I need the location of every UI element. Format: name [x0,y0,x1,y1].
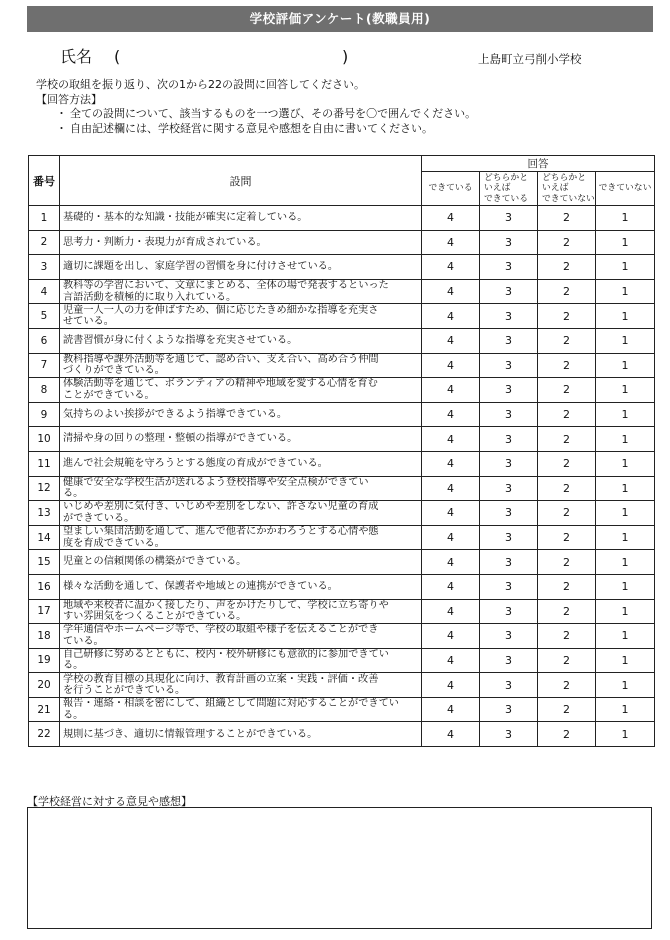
question-line: 基礎的・基本的な知識・技能が確実に定着している。 [63,212,308,224]
answer-choice-4[interactable]: 4 [422,722,480,747]
method-heading: 【回答方法】 [36,92,102,106]
table-row [29,230,655,255]
answer-choice-4[interactable]: 4 [422,353,480,378]
comment-box[interactable] [27,807,652,929]
answer-choice-3[interactable]: 3 [480,353,538,378]
question-number: 4 [29,279,60,304]
header-option-1 [422,172,480,206]
header-number: 番号 [29,156,60,206]
question-number: 2 [29,230,60,255]
question-text [60,697,422,722]
question-number: 17 [29,599,60,624]
question-number: 15 [29,550,60,575]
question-line: 規則に基づき、適切に情報管理することができている。 [63,728,318,740]
answer-choice-3[interactable]: 3 [480,476,538,501]
question-number: 9 [29,402,60,427]
name-row [60,44,660,70]
answer-choice-1[interactable]: 1 [596,599,655,624]
answer-choice-4[interactable]: 4 [422,427,480,452]
answer-choice-4[interactable]: 4 [422,230,480,255]
answer-choice-4[interactable]: 4 [422,402,480,427]
question-line: る。 [63,709,84,721]
page-title: 学校評価アンケート(教職員用) [27,6,653,32]
answer-choice-3[interactable]: 3 [480,574,538,599]
answer-choice-3[interactable]: 3 [480,673,538,698]
question-line: 望ましい集団活動を通して、進んで他者にかかわろうとする心情や態 [63,526,379,538]
question-number: 13 [29,501,60,526]
answer-choice-4[interactable]: 4 [422,525,480,550]
question-text [60,525,422,550]
answer-choice-1[interactable]: 1 [596,697,655,722]
answer-choice-2[interactable]: 2 [538,328,596,353]
table-row [29,402,655,427]
header-option-2 [480,172,538,206]
answer-choice-3[interactable]: 3 [480,451,538,476]
question-number: 20 [29,673,60,698]
question-line: 言語活動を積極的に取り入れている。 [63,291,237,303]
answer-choice-1[interactable]: 1 [596,230,655,255]
question-line: ている。 [63,635,104,647]
header-option-line: できている [484,193,528,204]
question-line: 健康で安全な学校生活が送れるよう登校指導や安全点検ができてい [63,476,369,488]
table-row [29,451,655,476]
instructions [36,78,656,136]
method-item-2: ・ 自由記述欄には、学校経営に関する意見や感想を自由に書いてください。 [56,121,433,135]
table-row [29,550,655,575]
question-text [60,328,422,353]
answer-choice-1[interactable]: 1 [596,722,655,747]
answer-choice-1[interactable]: 1 [596,304,655,329]
answer-choice-3[interactable]: 3 [480,279,538,304]
question-line: 進んで社会規範を守ろうとする態度の育成ができている。 [63,457,328,469]
table-row [29,624,655,649]
question-text [60,255,422,280]
question-text [60,476,422,501]
table-row [29,648,655,673]
question-line: 気持ちのよい挨拶ができるよう指導できている。 [63,408,288,420]
question-text [60,206,422,231]
header-option-4 [596,172,655,206]
table-row [29,255,655,280]
question-line: 体験活動等を通じて、ボランティアの精神や地域を愛する心情を育む [63,378,378,390]
answer-choice-2[interactable]: 2 [538,501,596,526]
question-line: 読書習慣が身に付くような指導を充実させている。 [63,335,298,347]
answer-choice-3[interactable]: 3 [480,206,538,231]
answer-choice-1[interactable]: 1 [596,353,655,378]
intro-text: 学校の取組を振り返り、次の1から22の設問に回答してください。 [36,78,365,91]
answer-choice-2[interactable]: 2 [538,673,596,698]
answer-choice-4[interactable]: 4 [422,501,480,526]
answer-choice-4[interactable]: 4 [422,599,480,624]
table-row [29,673,655,698]
answer-choice-2[interactable]: 2 [538,402,596,427]
question-number: 21 [29,697,60,722]
answer-choice-1[interactable]: 1 [596,279,655,304]
question-text [60,402,422,427]
table-row [29,328,655,353]
answer-choice-4[interactable]: 4 [422,648,480,673]
answer-choice-4[interactable]: 4 [422,378,480,403]
answer-choice-3[interactable]: 3 [480,624,538,649]
question-line: る。 [63,660,84,672]
question-text [60,722,422,747]
header-option-line: いえば [542,183,569,194]
question-line: 度を育成できている。 [63,537,165,549]
answer-choice-4[interactable]: 4 [422,255,480,280]
table-row [29,353,655,378]
answer-choice-1[interactable]: 1 [596,501,655,526]
answer-choice-1[interactable]: 1 [596,328,655,353]
question-number: 19 [29,648,60,673]
answer-choice-1[interactable]: 1 [596,525,655,550]
answer-choice-2[interactable]: 2 [538,525,596,550]
table-row [29,722,655,747]
question-number: 6 [29,328,60,353]
question-text [60,550,422,575]
question-line: 様々な活動を通して、保護者や地域との連携ができている。 [63,580,338,592]
question-text [60,353,422,378]
question-number: 11 [29,451,60,476]
question-text [60,501,422,526]
question-number: 18 [29,624,60,649]
header-option-line: どちらかと [484,172,528,183]
answer-choice-1[interactable]: 1 [596,427,655,452]
answer-choice-2[interactable]: 2 [538,279,596,304]
answer-choice-4[interactable]: 4 [422,304,480,329]
answer-choice-2[interactable]: 2 [538,451,596,476]
table-row [29,574,655,599]
question-number: 7 [29,353,60,378]
name-open-paren: ( [114,47,121,66]
question-text [60,648,422,673]
header-option-line: できていない [598,183,652,194]
question-line: 教科指導や課外活動等を通じて、認め合い、支え合い、高め合う仲間 [63,353,379,365]
table-row [29,697,655,722]
answer-choice-1[interactable]: 1 [596,255,655,280]
question-number: 14 [29,525,60,550]
header-option-line: どちらかと [542,172,586,183]
answer-choice-2[interactable]: 2 [538,255,596,280]
answer-choice-1[interactable]: 1 [596,673,655,698]
comment-label: 【学校経営に対する意見や感想】 [27,795,192,808]
answer-choice-1[interactable]: 1 [596,550,655,575]
survey-table [28,155,655,747]
answer-choice-2[interactable]: 2 [538,353,596,378]
question-number: 3 [29,255,60,280]
question-line: 自己研修に努めるとともに、校内・校外研修にも意欲的に参加できてい [63,648,389,660]
table-row [29,206,655,231]
question-number: 5 [29,304,60,329]
answer-choice-3[interactable]: 3 [480,402,538,427]
answer-choice-3[interactable]: 3 [480,501,538,526]
question-line: 学校の教育目標の具現化に向け、教育計画の立案・実践・評価・改善 [63,673,379,685]
school-name: 上島町立弓削小学校 [478,52,582,66]
answer-choice-2[interactable]: 2 [538,574,596,599]
question-line: 学年通信やホームページ等で、学校の取組や様子を伝えることができ [63,624,379,636]
answer-choice-1[interactable]: 1 [596,402,655,427]
header-answer: 回答 [422,156,655,172]
answer-choice-1[interactable]: 1 [596,378,655,403]
table-row [29,501,655,526]
answer-choice-2[interactable]: 2 [538,550,596,575]
header-option-line: いえば [484,183,511,194]
answer-choice-4[interactable]: 4 [422,697,480,722]
question-line: 清掃や身の回りの整理・整頓の指導ができている。 [63,433,298,445]
answer-choice-1[interactable]: 1 [596,206,655,231]
table-row [29,304,655,329]
answer-choice-3[interactable]: 3 [480,255,538,280]
header-option-line: できていない [542,193,595,204]
answer-choice-4[interactable]: 4 [422,624,480,649]
method-item-text: 自由記述欄には、学校経営に関する意見や感想を自由に書いてください。 [70,121,433,135]
answer-choice-3[interactable]: 3 [480,230,538,255]
answer-choice-3[interactable]: 3 [480,525,538,550]
answer-choice-1[interactable]: 1 [596,451,655,476]
answer-choice-2[interactable]: 2 [538,648,596,673]
answer-choice-4[interactable]: 4 [422,279,480,304]
question-text [60,279,422,304]
answer-choice-4[interactable]: 4 [422,574,480,599]
answer-choice-3[interactable]: 3 [480,328,538,353]
answer-choice-3[interactable]: 3 [480,648,538,673]
table-row [29,427,655,452]
question-line: ができている。 [63,512,135,524]
answer-choice-3[interactable]: 3 [480,697,538,722]
question-text [60,599,422,624]
name-close-paren: ) [342,47,349,66]
table-row [29,476,655,501]
question-number: 1 [29,206,60,231]
answer-choice-4[interactable]: 4 [422,451,480,476]
table-row [29,525,655,550]
method-item-1: ・ 全ての設問について、該当するものを一つ選び、その番号を〇で囲んでください。 [56,107,477,120]
answer-choice-4[interactable]: 4 [422,673,480,698]
answer-choice-2[interactable]: 2 [538,206,596,231]
question-line: ことができている。 [63,389,155,401]
answer-choice-2[interactable]: 2 [538,304,596,329]
question-line: を行うことができている。 [63,685,186,697]
question-number: 12 [29,476,60,501]
question-line: 教科等の学習において、文章にまとめる、全体の場で発表するといった [63,280,389,292]
question-line: せている。 [63,316,114,328]
answer-choice-3[interactable]: 3 [480,550,538,575]
question-line: 報告・連絡・相談を密にして、組織として問題に対応することができてい [63,698,399,710]
table-row [29,279,655,304]
answer-choice-2[interactable]: 2 [538,599,596,624]
question-line: すい雰囲気をつくることができている。 [63,611,247,623]
question-number: 22 [29,722,60,747]
question-line: 適切に課題を出し、家庭学習の習慣を身に付けさせている。 [63,261,339,273]
answer-choice-3[interactable]: 3 [480,722,538,747]
question-line: る。 [63,488,84,500]
question-line: 思考力・判断力・表現力が育成されている。 [63,236,267,248]
header-option-line: できている [428,183,473,194]
question-text [60,304,422,329]
question-text [60,673,422,698]
question-line: 児童一人一人の力を伸ばすため、個に応じたきめ細かな指導を充実さ [63,304,379,316]
question-text [60,427,422,452]
question-number: 16 [29,574,60,599]
question-text [60,451,422,476]
answer-choice-3[interactable]: 3 [480,304,538,329]
answer-choice-2[interactable]: 2 [538,378,596,403]
answer-choice-4[interactable]: 4 [422,476,480,501]
answer-choice-1[interactable]: 1 [596,574,655,599]
answer-choice-2[interactable]: 2 [538,697,596,722]
question-text [60,624,422,649]
method-item-text: 全ての設問について、該当するものを一つ選び、その番号を〇で囲んでください。 [70,107,477,120]
answer-choice-1[interactable]: 1 [596,624,655,649]
table-row [29,378,655,403]
answer-choice-1[interactable]: 1 [596,648,655,673]
question-text [60,574,422,599]
question-line: 地域や来校者に温かく接したり、声をかけたりして、学校に立ち寄りや [63,599,389,611]
header-option-3 [538,172,596,206]
question-number: 10 [29,427,60,452]
question-line: づくりができている。 [63,365,165,377]
answer-choice-4[interactable]: 4 [422,550,480,575]
header-question: 設問 [60,156,422,206]
table-row [29,599,655,624]
answer-choice-2[interactable]: 2 [538,476,596,501]
name-label: 氏名 [60,47,93,66]
answer-choice-2[interactable]: 2 [538,427,596,452]
answer-choice-2[interactable]: 2 [538,230,596,255]
answer-choice-3[interactable]: 3 [480,599,538,624]
answer-choice-4[interactable]: 4 [422,206,480,231]
answer-choice-4[interactable]: 4 [422,328,480,353]
question-text [60,230,422,255]
answer-choice-2[interactable]: 2 [538,624,596,649]
answer-choice-3[interactable]: 3 [480,378,538,403]
answer-choice-3[interactable]: 3 [480,427,538,452]
answer-choice-1[interactable]: 1 [596,476,655,501]
question-number: 8 [29,378,60,403]
question-line: いじめや差別に気付き、いじめや差別をしない、許さない児童の育成 [63,501,379,513]
question-text [60,378,422,403]
question-line: 児童との信頼関係の構築ができている。 [63,556,247,568]
answer-choice-2[interactable]: 2 [538,722,596,747]
